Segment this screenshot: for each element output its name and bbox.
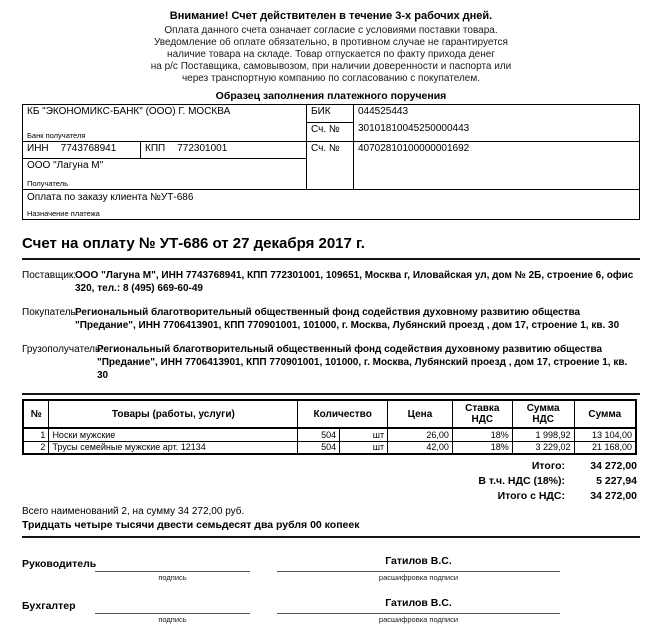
item-vat-sum: 1 998,92 bbox=[512, 428, 574, 441]
corr-account-value: 30101810045250000443 bbox=[358, 123, 470, 134]
totals-block bbox=[22, 459, 637, 504]
bank-row bbox=[23, 105, 639, 142]
recipient-caption: Получатель bbox=[27, 179, 68, 188]
signature-name: Гатилов В.С. bbox=[277, 555, 560, 572]
warning-text-line: наличие товара на складе. Товар отпускается по факту прихода денег bbox=[167, 49, 495, 60]
supplier-value: ООО "Лагуна М", ИНН 7743768941, КПП 772301001, 109651, Москва г, Иловайская ул, дом № 2Б, строение 6, офис 320, тел.: 8 (495) 669-60-49 bbox=[75, 270, 634, 294]
signature-line bbox=[95, 597, 250, 614]
inn-kpp-row bbox=[23, 142, 306, 159]
consignee-label: Грузополучатель: bbox=[22, 344, 104, 355]
col-header-num: № bbox=[23, 400, 49, 428]
total-line-with-vat bbox=[22, 489, 637, 504]
payment-purpose: Оплата по заказу клиента №УТ-686 bbox=[27, 192, 194, 203]
bik-label: БИК bbox=[307, 105, 353, 123]
recipient-name: ООО "Лагуна М" bbox=[27, 160, 104, 171]
col-header-sum: Сумма bbox=[574, 400, 636, 428]
total-value: 34 272,00 bbox=[590, 460, 637, 472]
total-value: 5 227,94 bbox=[596, 475, 637, 487]
signature-row-director bbox=[22, 555, 640, 582]
signature-spacer bbox=[250, 555, 277, 582]
item-vat-rate: 18% bbox=[452, 441, 512, 454]
inn-label: ИНН bbox=[27, 143, 49, 154]
signature-name: Гатилов В.С. bbox=[277, 597, 560, 614]
corr-account-label: Сч. № bbox=[311, 124, 340, 135]
warning-title: Внимание! Счет действителен в течение 3-х рабочих дней. bbox=[169, 10, 493, 22]
recipient-left-cell bbox=[23, 142, 307, 189]
signature-name-caption: расшифровка подписи bbox=[378, 573, 459, 582]
kpp-label: КПП bbox=[145, 143, 166, 154]
table-row bbox=[23, 441, 636, 454]
signature-role: Бухгалтер bbox=[22, 600, 76, 612]
item-qty: 504 bbox=[298, 428, 340, 441]
warning-text-line: через транспортную компанию по согласованию с покупателем. bbox=[181, 73, 481, 84]
divider-line bbox=[22, 393, 640, 395]
divider-line bbox=[22, 258, 640, 260]
payment-order-sample-title: Образец заполнения платежного поручения bbox=[215, 90, 447, 102]
total-line-itogo bbox=[22, 459, 637, 474]
inn-cell bbox=[23, 142, 141, 158]
total-label: Итого: bbox=[531, 460, 565, 472]
consignee-row bbox=[22, 343, 634, 382]
signature-caption: подпись bbox=[158, 573, 187, 582]
warning-text-line: Уведомление об оплате обязательно, в противном случае не гарантируется bbox=[154, 37, 508, 48]
invoice-title: Счет на оплату № УТ-686 от 27 декабря 2017 г. bbox=[22, 235, 365, 252]
item-unit: шт bbox=[340, 428, 388, 441]
inn-value: 7743768941 bbox=[60, 143, 117, 154]
warning-text-line: Оплата данного счета означает согласие с условиями поставки товара. bbox=[164, 25, 498, 36]
col-header-vat-rate: Ставка НДС bbox=[452, 400, 512, 428]
divider-line bbox=[22, 536, 640, 538]
signature-line-block bbox=[95, 597, 250, 624]
bik-value: 044525443 bbox=[358, 106, 409, 117]
account-value-cell: 40702810100000001692 bbox=[358, 143, 470, 154]
kpp-value: 772301001 bbox=[177, 143, 228, 154]
item-vat-rate: 18% bbox=[452, 428, 512, 441]
total-label: Итого с НДС: bbox=[497, 490, 565, 502]
item-num: 2 bbox=[23, 441, 49, 454]
kpp-cell bbox=[141, 142, 306, 158]
warning-text-line: на р/с Поставщика, самовывозом, при наличии доверенности и паспорта или bbox=[150, 61, 512, 72]
signature-role: Руководитель bbox=[22, 558, 97, 570]
signature-name-block bbox=[277, 555, 560, 582]
items-count-summary: Всего наименований 2, на сумму 34 272,00 руб. bbox=[22, 506, 245, 517]
purpose-row bbox=[23, 190, 639, 219]
bank-code-values-cell bbox=[354, 105, 639, 141]
signature-name-block bbox=[277, 597, 560, 624]
amount-in-words: Тридцать четыре тысячи двести семьдесят два рубля 00 копеек bbox=[22, 519, 360, 531]
item-sum: 21 168,00 bbox=[574, 441, 636, 454]
purpose-caption: Назначение платежа bbox=[27, 209, 100, 218]
buyer-label: Покупатель: bbox=[22, 307, 79, 318]
item-qty: 504 bbox=[298, 441, 340, 454]
supplier-label: Поставщик: bbox=[22, 270, 77, 281]
buyer-value: Региональный благотворительный общественный фонд содействия духовному развитию общества "Предание", ИНН 7706413901, КПП 770901001, 101000, г. Москва, Лубянский проезд , дом 17, строение 1, кв. 30 bbox=[75, 307, 620, 331]
warning-block bbox=[22, 10, 640, 85]
consignee-value: Региональный благотворительный общественный фонд содействия духовному развитию общества "Предание", ИНН 7706413901, КПП 770901001, 101000, г. Москва, Лубянский проезд , дом 17, строение 1, кв. 30 bbox=[97, 344, 628, 381]
item-price: 26,00 bbox=[388, 428, 453, 441]
col-header-goods: Товары (работы, услуги) bbox=[49, 400, 298, 428]
bank-name-caption: Банк получателя bbox=[27, 131, 86, 140]
table-row bbox=[23, 428, 636, 441]
recipient-cell bbox=[23, 159, 306, 189]
signature-line bbox=[95, 555, 250, 572]
parties-block bbox=[22, 269, 634, 382]
items-header-row bbox=[23, 400, 636, 428]
signature-caption: подпись bbox=[158, 615, 187, 624]
item-num: 1 bbox=[23, 428, 49, 441]
col-header-price: Цена bbox=[388, 400, 453, 428]
item-unit: шт bbox=[340, 441, 388, 454]
col-header-vat-sum: Сумма НДС bbox=[512, 400, 574, 428]
signature-row-accountant bbox=[22, 597, 640, 624]
item-sum: 13 104,00 bbox=[574, 428, 636, 441]
total-value: 34 272,00 bbox=[590, 490, 637, 502]
signature-spacer bbox=[250, 597, 277, 624]
item-price: 42,00 bbox=[388, 441, 453, 454]
total-label: В т.ч. НДС (18%): bbox=[478, 475, 565, 487]
buyer-row bbox=[22, 306, 634, 332]
recipient-row bbox=[23, 142, 639, 190]
signature-line-block bbox=[95, 555, 250, 582]
items-table bbox=[22, 399, 637, 455]
total-line-vat bbox=[22, 474, 637, 489]
item-vat-sum: 3 229,02 bbox=[512, 441, 574, 454]
account-label-cell: Сч. № bbox=[307, 142, 354, 189]
signature-name-caption: расшифровка подписи bbox=[378, 615, 459, 624]
supplier-row bbox=[22, 269, 634, 295]
bank-details-table bbox=[22, 104, 640, 220]
col-header-qty: Количество bbox=[298, 400, 388, 428]
bank-code-labels-cell bbox=[307, 105, 354, 141]
item-name: Трусы семейные мужские арт. 12134 bbox=[49, 441, 298, 454]
bank-name: КБ "ЭКОНОМИКС-БАНК" (ООО) Г. МОСКВА bbox=[27, 106, 231, 117]
bank-name-cell bbox=[23, 105, 307, 141]
item-name: Носки мужские bbox=[49, 428, 298, 441]
